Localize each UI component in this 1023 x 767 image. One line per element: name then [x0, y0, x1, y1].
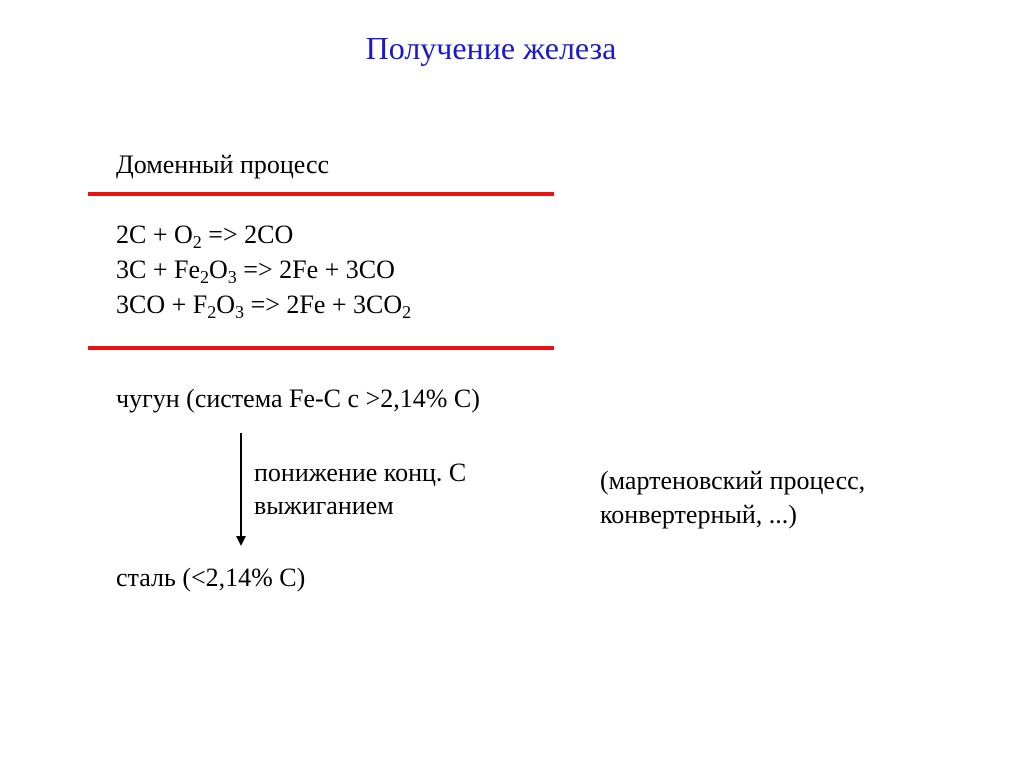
slide-title: Получение железа — [365, 30, 617, 66]
reaction-text: => 2Fe + 3CO — [236, 255, 395, 284]
top-divider — [88, 192, 554, 196]
reaction-text: 3CO + F — [116, 290, 208, 319]
methods-line-1: (мартеновский процесс, — [600, 466, 866, 495]
process-heading: Доменный процесс — [116, 150, 330, 179]
arrow-label-line-1: понижение конц. С — [254, 458, 467, 487]
reaction-subscript: 3 — [227, 267, 237, 287]
reaction-text: 3C + Fe — [116, 255, 201, 284]
down-arrow-icon — [240, 433, 242, 537]
cast-iron-label: чугун (система Fe-C с >2,14% C) — [116, 384, 480, 413]
reaction-line-3 — [116, 288, 411, 322]
bottom-divider — [88, 346, 554, 350]
reaction-subscript: 2 — [200, 267, 210, 287]
reaction-text: => 2Fe + 3CO — [244, 290, 403, 319]
reaction-text: => 2CO — [201, 220, 294, 249]
arrow-label-line-2: выжиганием — [254, 491, 394, 520]
reaction-line-2 — [116, 253, 395, 287]
reaction-text: O — [209, 255, 228, 284]
reaction-subscript: 2 — [192, 232, 202, 252]
arrow-head-icon — [236, 536, 246, 546]
steel-label: сталь (<2,14% C) — [116, 563, 306, 592]
reaction-subscript: 2 — [402, 302, 412, 322]
methods-line-2: конвертерный, ...) — [600, 500, 797, 529]
reaction-subscript: 3 — [235, 302, 245, 322]
reaction-text: 2C + O — [116, 220, 193, 249]
reaction-line-1 — [116, 218, 293, 252]
reaction-text: O — [216, 290, 236, 319]
reaction-subscript: 2 — [207, 302, 217, 322]
